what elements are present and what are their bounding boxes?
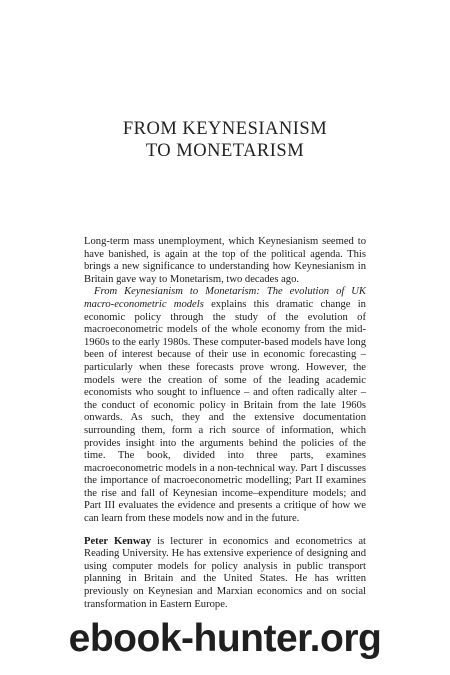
paragraph-summary	[84, 286, 366, 525]
title-line-2: TO MONETARISM	[145, 141, 305, 161]
book-title-italic: From Keynesianism to Monetarism: The evolution of UK macro-econometric models	[84, 286, 366, 310]
summary-text: explains this dramatic change in economic policy through the study of the evolution of macroeconometric models of the whole economy from the mid-1960s to the early 1980s. These computer-based models have long been of interest because of their use in economic forecasting – particularly when these forecasts prove wrong. However, the models were the creation of some of the leading academic economists who sought to influence – and often radically alter – the conduct of economic policy in Britain from the late 1960s onwards. As such, they and the extensive documentation surrounding them, form a rich source of information, which provides insight into the arguments behind the policies of the time. The book, divided into three parts, examines macroeconometric models in a non-technical way. Part I discusses the importance of macroeconometric modelling; Part II examines the rise and fall of Keynesian income–expenditure models; and Part III evaluates the evidence and presents a critique of how we can learn from these models now and in the future.	[84, 298, 366, 525]
watermark-text: ebook-hunter.org	[68, 617, 382, 660]
author-name: Peter Kenway	[84, 535, 152, 547]
paragraph-intro: Long-term mass unemployment, which Keynesianism seemed to have banished, is again at the top of the political agenda. This brings a new significance to understanding how Keynesianism in Britain gave way to Monetarism, two decades ago.	[84, 236, 366, 285]
page-title	[0, 118, 450, 162]
title-line-1: FROM KEYNESIANISM	[122, 119, 328, 139]
author-bio-text: is lecturer in economics and econometrics at Reading University. He has extensive experience of designing and using computer models for policy analysis in public transport planning in Britain and the United States. He has written previously on Keynesian and Marxian economics and on social transformation in Eastern Europe.	[84, 535, 366, 610]
blurb-text	[84, 236, 366, 611]
paragraph-author-bio	[84, 536, 366, 612]
